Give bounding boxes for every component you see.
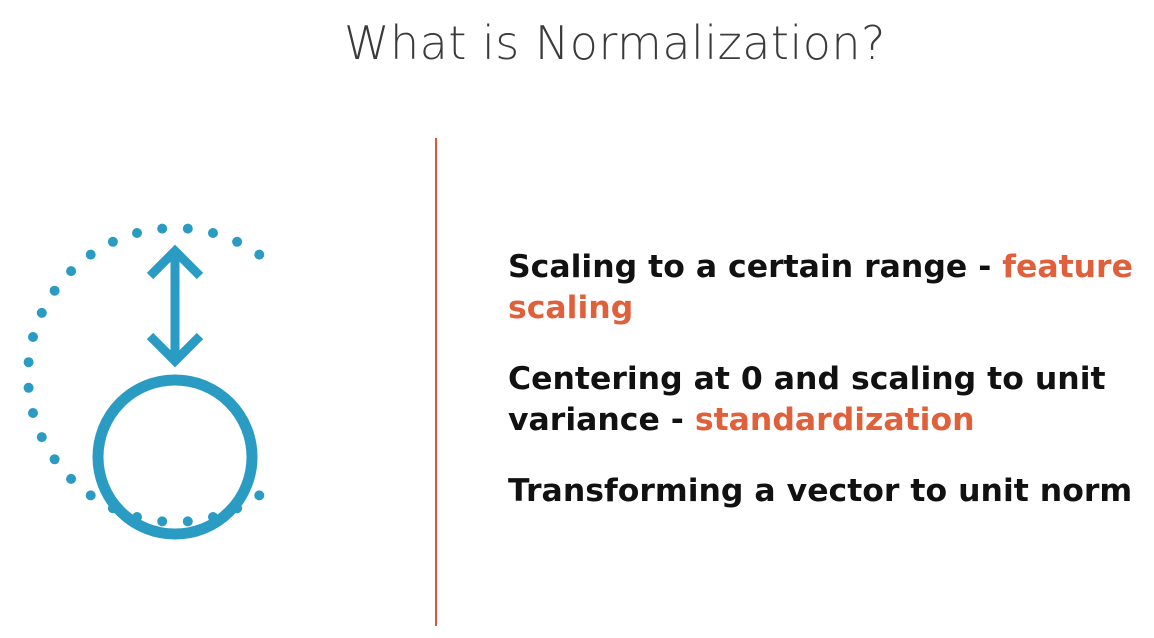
- dot: [157, 224, 167, 234]
- vertical-divider: [435, 138, 437, 626]
- bullet-accent-text: standardization: [694, 402, 975, 438]
- bullet-text: Scaling to a certain range -: [508, 249, 1003, 285]
- dot: [28, 408, 38, 418]
- bullet-unit-norm: [508, 471, 1154, 512]
- dot: [183, 516, 193, 526]
- bullet-line: [508, 471, 1154, 512]
- dot: [24, 357, 34, 367]
- dot: [50, 286, 60, 296]
- dot: [132, 228, 142, 238]
- double-arrow-icon: [150, 251, 200, 361]
- slide-title: What is Normalization?: [344, 16, 886, 70]
- bullet-line: [508, 400, 1154, 441]
- dot: [37, 308, 47, 318]
- dot: [157, 516, 167, 526]
- bullet-list: [508, 247, 1154, 542]
- dot: [254, 250, 264, 260]
- dot: [86, 490, 96, 500]
- bullet-accent-text: feature: [1002, 249, 1133, 285]
- dot: [86, 250, 96, 260]
- bullet-standardization: [508, 359, 1154, 441]
- bullet-accent-text: scaling: [508, 290, 634, 326]
- dot: [28, 332, 38, 342]
- dot: [50, 454, 60, 464]
- bullet-text: Transforming a vector to unit norm: [508, 473, 1133, 509]
- dot: [24, 383, 34, 393]
- bullet-text: Centering at 0 and scaling to unit: [508, 361, 1106, 397]
- normalization-scale-icon: [0, 0, 360, 560]
- unit-circle-icon: [98, 380, 252, 534]
- dot: [254, 490, 264, 500]
- bullet-line: [508, 359, 1154, 400]
- dotted-circle: [24, 224, 265, 527]
- dot: [108, 237, 118, 247]
- bullet-line: [508, 288, 1154, 329]
- dot: [66, 266, 76, 276]
- dot: [183, 224, 193, 234]
- dot: [66, 474, 76, 484]
- dot: [208, 228, 218, 238]
- bullet-feature-scaling: [508, 247, 1154, 329]
- bullet-line: [508, 247, 1154, 288]
- dot: [232, 237, 242, 247]
- normalization-illustration: [0, 0, 360, 564]
- bullet-text: variance -: [508, 402, 695, 438]
- dot: [37, 432, 47, 442]
